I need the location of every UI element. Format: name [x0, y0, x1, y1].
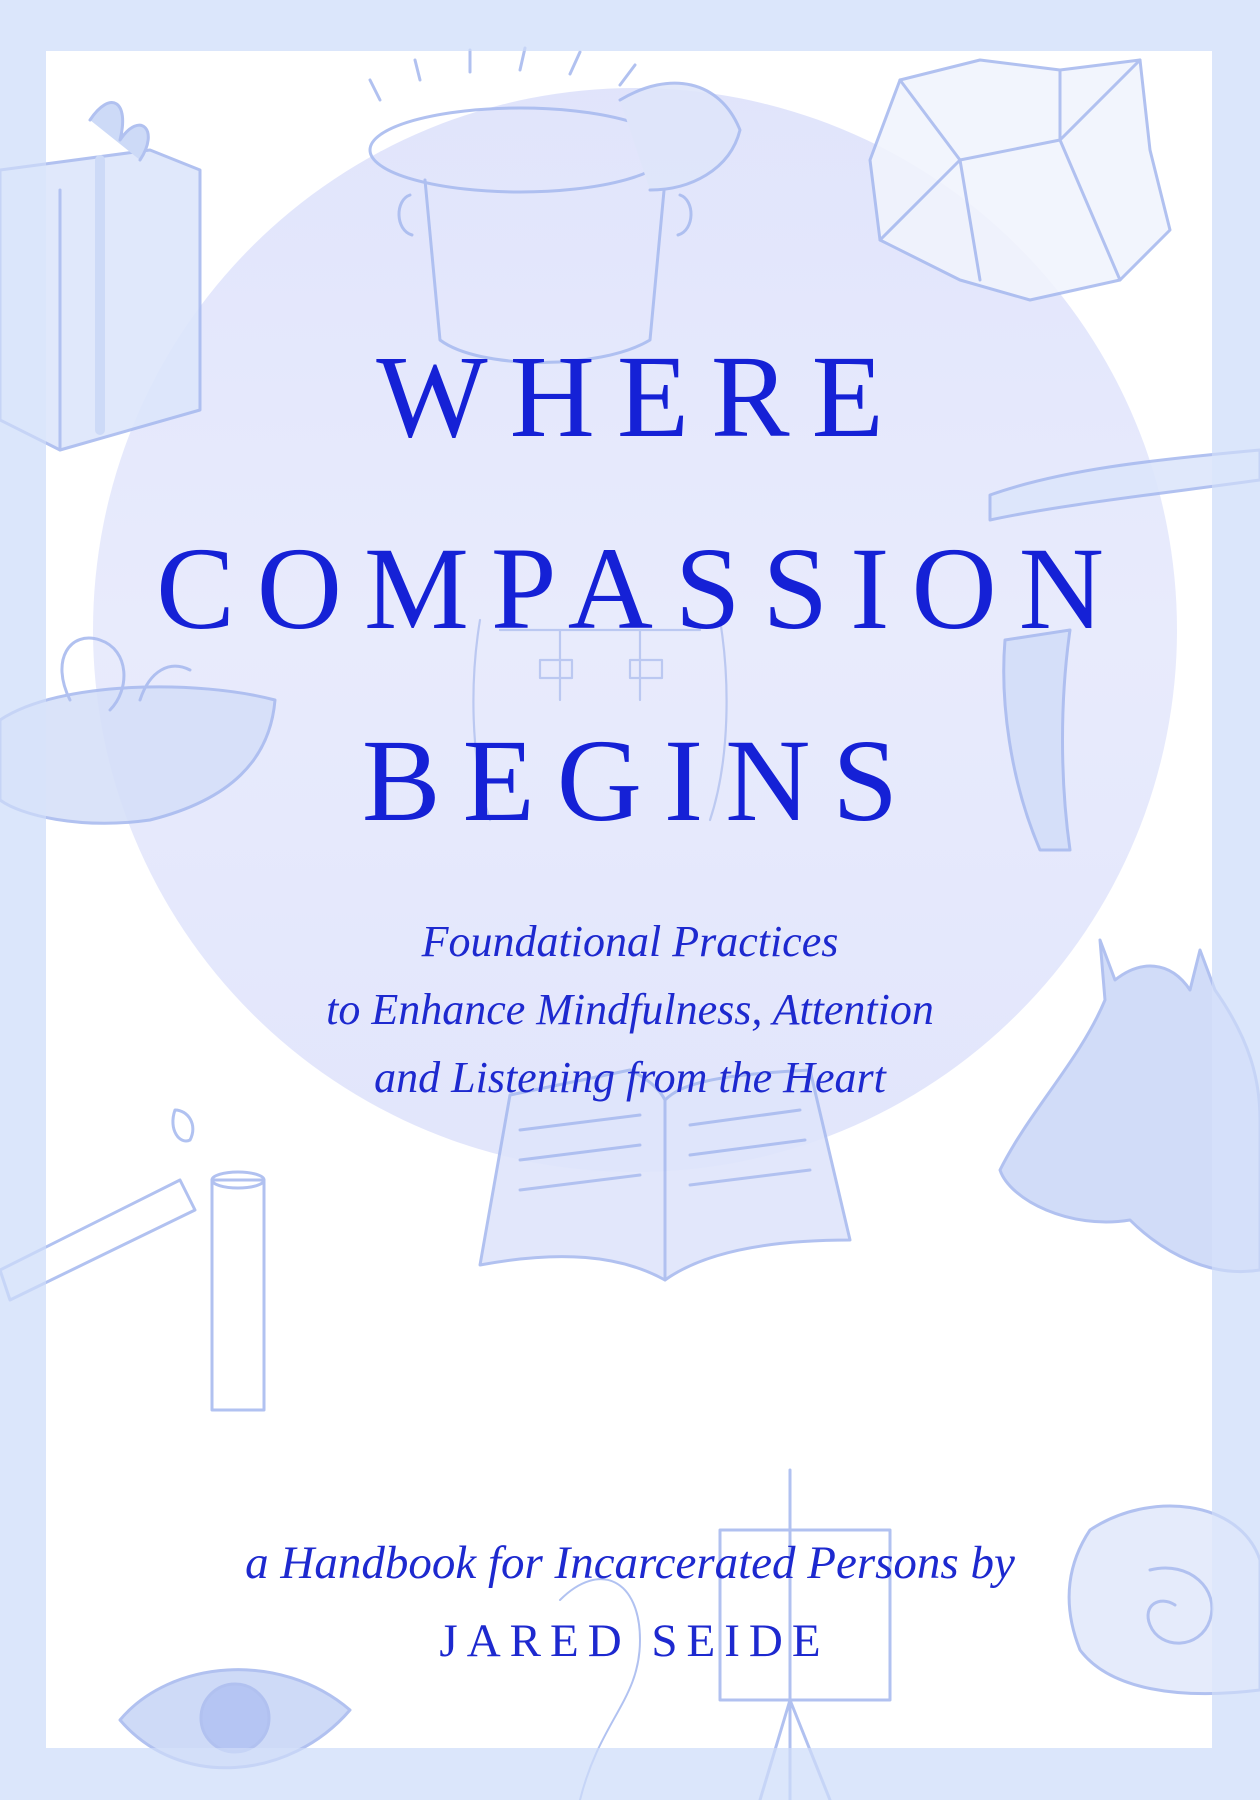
title-line-3: BEGINS [361, 715, 921, 846]
subtitle-line-1: Foundational Practices [421, 917, 839, 966]
author-name: JARED SEIDE [439, 1615, 830, 1667]
title-line-2: COMPASSION [156, 523, 1126, 654]
title-line-1: WHERE [376, 331, 906, 462]
subtitle-line-3: and Listening from the Heart [374, 1053, 886, 1102]
subtitle-line-2: to Enhance Mindfulness, Attention [326, 985, 934, 1034]
byline: a Handbook for Incarcerated Persons by [245, 1537, 1015, 1589]
